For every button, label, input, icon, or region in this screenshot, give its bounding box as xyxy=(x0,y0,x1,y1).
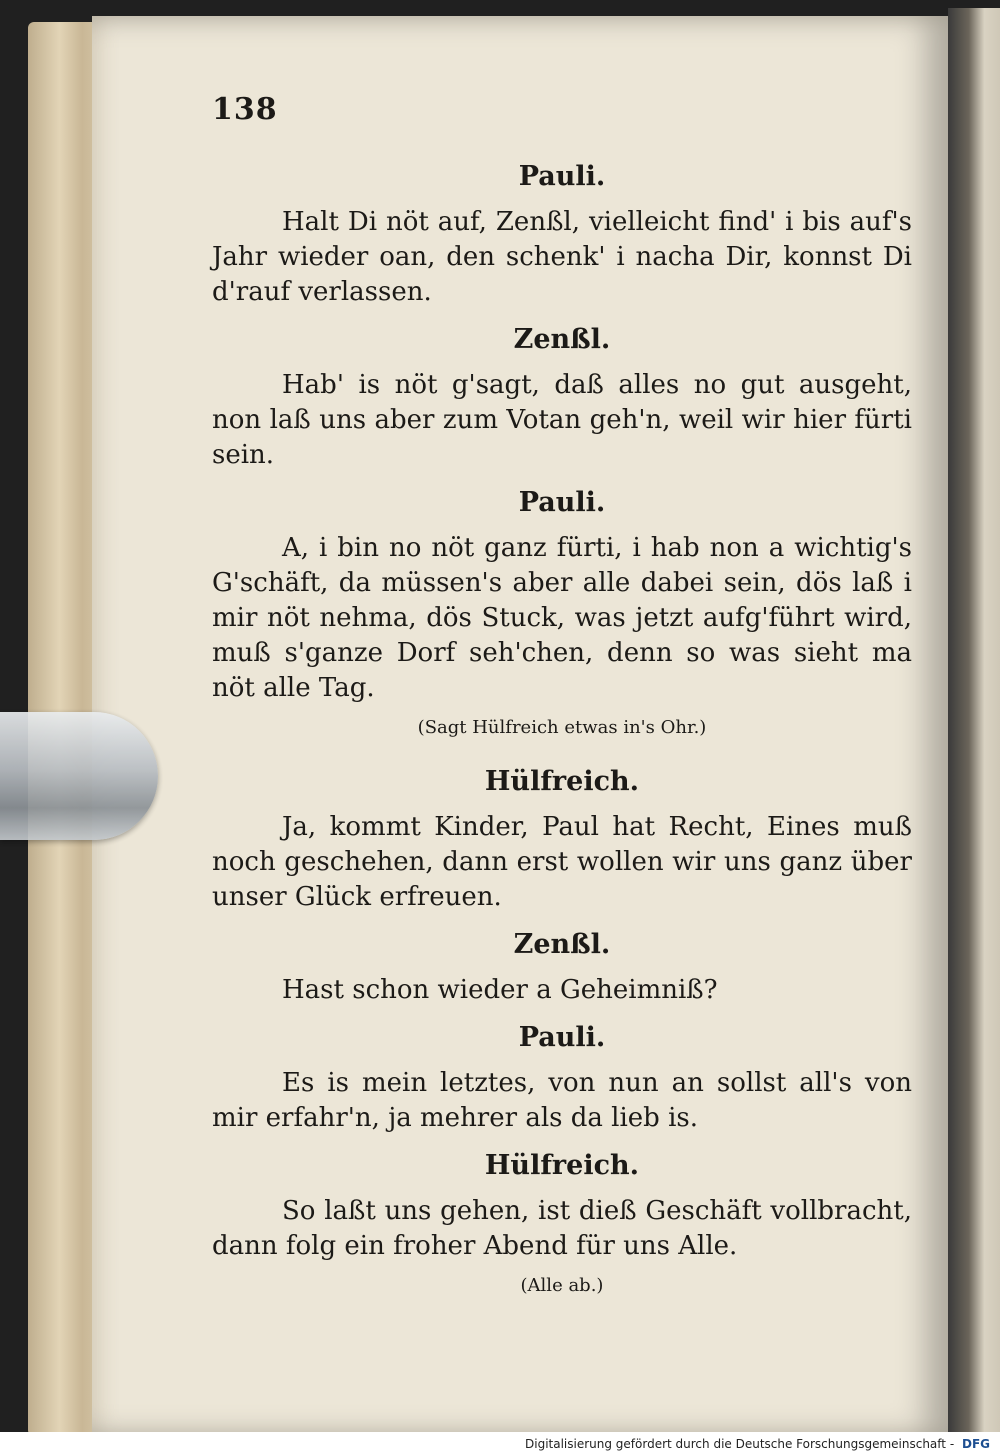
dialogue-line: So laßt uns gehen, ist dieß Geschäft vollbracht, dann folg ein froher Abend für uns Alle. xyxy=(212,1196,912,1261)
dialogue-block xyxy=(212,927,912,1008)
funding-text: Digitalisierung gefördert durch die Deutsche Forschungsgemeinschaft - xyxy=(525,1437,955,1451)
dialogue-block xyxy=(212,1020,912,1136)
speaker-name: Zenßl. xyxy=(513,929,611,960)
dialogue-block xyxy=(212,159,912,310)
dialogue-line: Halt Di nöt auf, Zenßl, vielleicht find' i bis auf's Jahr wieder oan, den schenk' i nacha Dir, konnst Di d'rauf verlassen. xyxy=(212,207,912,307)
dfg-logo: DFG xyxy=(961,1437,990,1451)
speaker-name: Hülfreich. xyxy=(484,1150,640,1181)
dialogue-block xyxy=(212,322,912,473)
dialogue-line: Hab' is nöt g'sagt, daß alles no gut ausgeht, non laß uns aber zum Votan geh'n, weil wir hier fürti sein. xyxy=(212,370,912,470)
page-content xyxy=(212,80,912,1322)
facing-page-edge xyxy=(948,8,1000,1448)
stage-direction: (Sagt Hülfreich etwas in's Ohr.) xyxy=(417,717,707,738)
dialogue-line: Ja, kommt Kinder, Paul hat Recht, Eines muß noch geschehen, dann erst wollen wir uns ganz über unser Glück erfreuen. xyxy=(212,812,912,912)
dialogue-line: A, i bin no nöt ganz fürti, i hab non a wichtig's G'schäft, da müssen's aber alle dabei sein, dös laß i mir nöt nehma, dös Stuck, was jetzt aufg'führt wird, muß s'ganze Dorf seh'chen, denn so was sieht ma nöt alle Tag. xyxy=(212,533,912,703)
page-holder-clip xyxy=(0,712,158,840)
dialogue-block xyxy=(212,764,912,915)
funding-notice xyxy=(525,1437,990,1451)
dialogue-line: Hast schon wieder a Geheimniß? xyxy=(282,975,718,1005)
speaker-name: Pauli. xyxy=(518,487,606,518)
page-number: 138 xyxy=(212,92,278,127)
dialogue-line: Es is mein letztes, von nun an sollst all's von mir erfahr'n, ja mehrer als da lieb is. xyxy=(212,1068,912,1133)
speaker-name: Hülfreich. xyxy=(484,766,640,797)
dialogue-block xyxy=(212,1148,912,1300)
footer-bar xyxy=(0,1432,1000,1454)
dialogue-block xyxy=(212,485,912,742)
stage-direction: (Alle ab.) xyxy=(520,1275,604,1296)
speaker-name: Pauli. xyxy=(518,161,606,192)
speaker-name: Zenßl. xyxy=(513,324,611,355)
speaker-name: Pauli. xyxy=(518,1022,606,1053)
